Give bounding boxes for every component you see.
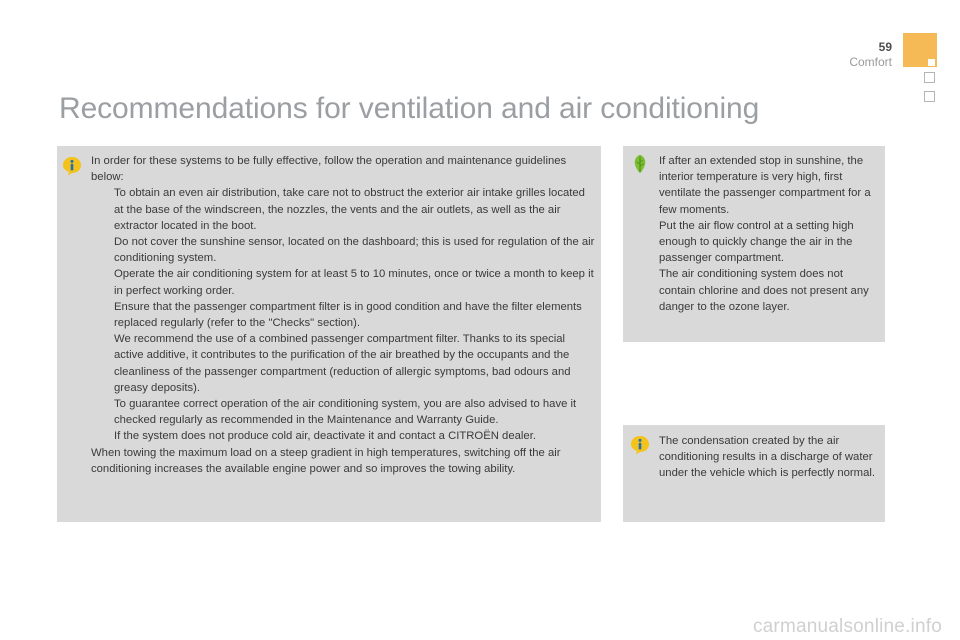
page-number: 59 [878, 40, 892, 54]
info-icon [630, 435, 650, 455]
condensation-note-panel [623, 425, 885, 522]
page-title: Recommendations for ventilation and air conditioning [59, 92, 760, 125]
intro-text: In order for these systems to be fully effective, follow the operation and maintenance guidelines below: [91, 155, 567, 184]
list-item [91, 299, 597, 396]
list-item-text: Ensure that the passenger compartment filter is in good condition and have the filter elements replaced regularly (refer to the "Checks" section). [114, 300, 582, 330]
condensation-text: The condensation created by the air conditioning results in a discharge of water under the vehicle which is perfectly normal. [659, 435, 875, 480]
list-item-text: To obtain an even air distribution, take care not to obstruct the exterior air intake grilles located at the base of the windscreen, the nozzles, the vents and the air outlets, as well as the air extractor located in the boot. [114, 187, 585, 232]
guidelines-list [91, 185, 597, 444]
list-item [91, 185, 597, 234]
sunshine-advice-panel [623, 146, 885, 342]
main-guidelines-panel [57, 146, 601, 522]
list-item-text: Do not cover the sunshine sensor, located on the dashboard; this is used for regulation of the air conditioning system. [114, 236, 595, 265]
list-item [91, 428, 597, 444]
list-item-text: Operate the air conditioning system for at least 5 to 10 minutes, once or twice a month to keep it in perfect working order. [114, 268, 594, 297]
airflow-control-text: Put the air flow control at a setting high enough to quickly change the air in the passenger compartment. [659, 219, 854, 265]
list-item-text: If the system does not produce cold air, deactivate it and contact a CITROËN dealer. [114, 430, 536, 443]
list-item-text: To guarantee correct operation of the air conditioning system, you are also advised to have it checked regularly as recommended in the Maintenance and Warranty Guide. [114, 398, 577, 427]
tab-marker [928, 59, 935, 66]
section-tab-active[interactable] [903, 33, 937, 67]
ozone-safety-text: The air conditioning system does not contain chlorine and does not present any danger to the ozone layer. [659, 268, 869, 313]
info-icon [62, 156, 82, 176]
list-item [91, 396, 597, 428]
section-tab-box-2[interactable] [924, 91, 935, 102]
towing-note: When towing the maximum load on a steep gradient in high temperatures, switching off the air conditioning increases the available engine power and so improves the towing ability. [91, 446, 561, 475]
sunshine-ventilate-text: If after an extended stop in sunshine, the interior temperature is very high, first ventilate the passenger compartment for a few moments. [659, 155, 871, 216]
list-item [91, 266, 597, 298]
section-tab-box-1[interactable] [924, 72, 935, 83]
section-name: Comfort [849, 55, 892, 69]
leaf-icon [630, 154, 650, 174]
list-item [91, 234, 597, 266]
watermark: carmanualsonline.info [752, 616, 942, 637]
filter-recommendation-text: We recommend the use of a combined passenger compartment filter. Thanks to its special active additive, it contributes to the purification of the air breathed by the occupants and the cleanliness of the passenger compartment (reduction of allergic symptoms, bad odours and greasy deposits). [114, 333, 571, 394]
